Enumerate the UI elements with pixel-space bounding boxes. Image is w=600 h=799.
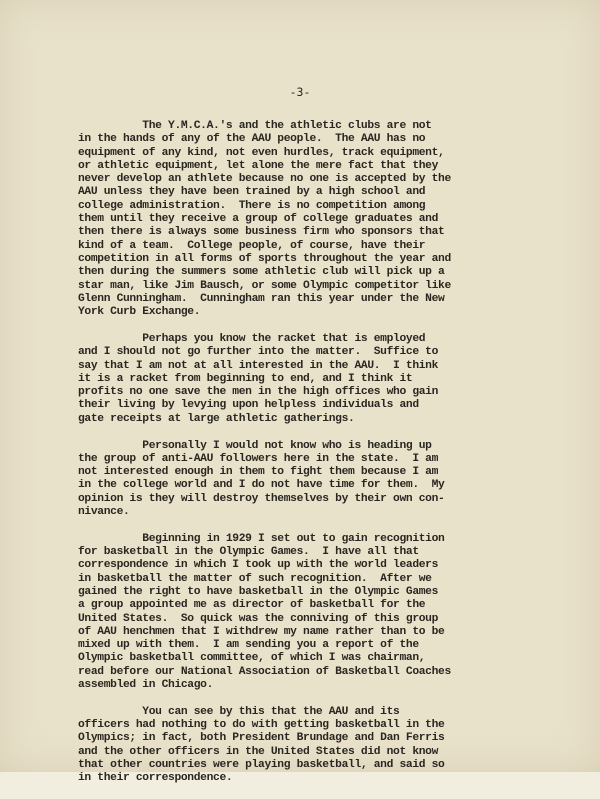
text-line: that other countries were playing basketball, and said so (78, 759, 445, 772)
text-line: You can see by this that the AAU and its (78, 705, 400, 718)
text-line: officers had nothing to do with getting basketball in the (78, 719, 445, 732)
text-line: gained the right to have basketball in the Olympic Games (78, 586, 439, 598)
text-line: for basketball in the Olympic Games. I have all that (78, 546, 419, 559)
text-line: gate receipts at large athletic gatherings. (78, 412, 355, 425)
text-line: Perhaps you know the racket that is employed (78, 332, 426, 345)
text-line: not interested enough in them to fight them because I am (78, 466, 439, 479)
paragraph (78, 120, 538, 319)
text-line: Personally I would not know who is heading up (78, 439, 432, 452)
text-line: in basketball the matter of such recognition. After we (78, 572, 432, 585)
text-line: Olympic basketball committee, of which I was chairman, (78, 652, 426, 665)
paragraph (78, 706, 538, 786)
text-line: the group of anti-AAU followers here in the state. I am (78, 452, 439, 465)
text-line: profits no one save the men in the high offices who gain (78, 386, 439, 399)
text-line: York Curb Exchange. (78, 306, 201, 319)
text-line: then there is always some business firm who sponsors that (78, 226, 445, 239)
text-line: star man, like Jim Bausch, or some Olympic competitor like (78, 279, 451, 292)
letter-body (78, 120, 538, 799)
text-line: in the hands of any of the AAU people. The AAU has no (78, 133, 426, 146)
text-line: them until they receive a group of college graduates and (78, 213, 439, 226)
text-line: Beginning in 1929 I set out to gain recognition (78, 532, 445, 545)
page-number: -3- (289, 85, 311, 99)
text-line: and the other officers in the United States did not know (78, 745, 439, 758)
paragraph (78, 533, 538, 693)
text-line: read before our National Association of Basketball Coaches (78, 665, 451, 678)
text-line: in the college world and I do not have time for them. My (78, 479, 445, 492)
text-line: The Y.M.C.A.'s and the athletic clubs are not (78, 120, 432, 132)
text-line: never develop an athlete because no one is accepted by the (78, 173, 451, 186)
text-line: kind of a team. College people, of course, have their (78, 239, 426, 252)
text-line: opinion is they will destroy themselves by their own con- (78, 492, 445, 505)
text-line: their living by levying upon helpless individuals and (78, 399, 419, 412)
text-line: and I should not go further into the matter. Suffice to (78, 346, 439, 359)
text-line: college administration. There is no competition among (78, 199, 426, 212)
text-line: or athletic equipment, let alone the mere fact that they (78, 159, 439, 172)
text-line: of AAU henchmen that I withdrew my name rather than to be (78, 625, 445, 638)
text-line: correspondence in which I took up with the world leaders (78, 559, 439, 572)
text-line: say that I am not at all interested in the AAU. I think (78, 359, 439, 372)
text-line: equipment of any kind, not even hurdles, track equipment, (78, 146, 445, 159)
paragraph (78, 440, 538, 520)
text-line: mixed up with them. I am sending you a report of the (78, 639, 419, 652)
text-line: United States. So quick was the conniving of this group (78, 612, 439, 625)
text-line: a group appointed me as director of basketball for the (78, 599, 426, 612)
text-line: it is a racket from beginning to end, and I think it (78, 372, 413, 385)
text-line: AAU unless they have been trained by a high school and (78, 186, 426, 199)
text-line: Olympics; in fact, both President Brundage and Dan Ferris (78, 732, 445, 745)
paragraph (78, 333, 538, 426)
text-line: assembled in Chicago. (78, 679, 214, 692)
text-line: competition in all forms of sports throughout the year and (78, 252, 451, 265)
text-line: then during the summers some athletic club will pick up a (78, 266, 445, 279)
text-line: Glenn Cunningham. Cunningham ran this year under the New (78, 292, 445, 305)
text-line: in their correspondence. (78, 772, 233, 785)
text-line: nivance. (78, 506, 130, 519)
